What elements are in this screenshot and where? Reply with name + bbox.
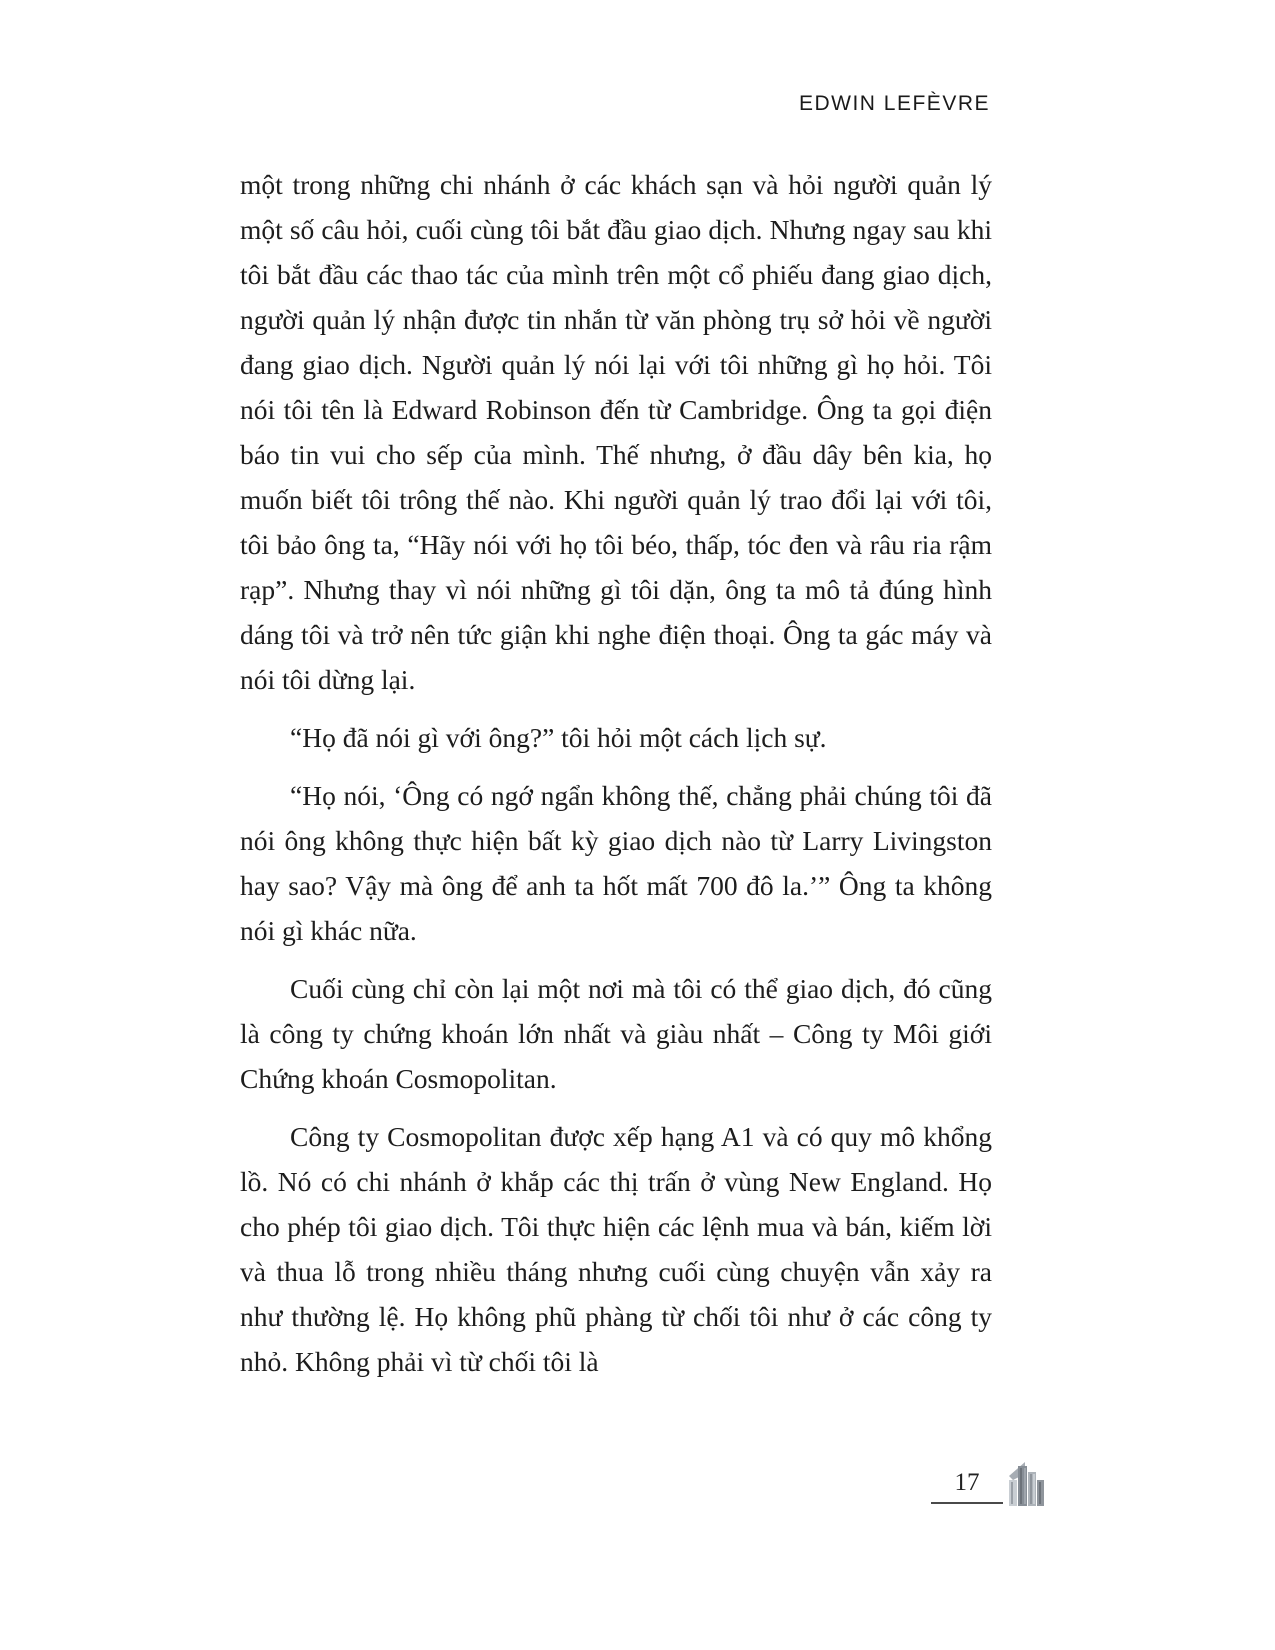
paragraph-2: “Họ đã nói gì với ông?” tôi hỏi một cách lịch sự. [290,722,827,753]
running-head: EDWIN LEFÈVRE [798,92,990,115]
footer-rule [931,1502,1003,1504]
paragraph-3: “Họ nói, ‘Ông có ngớ ngẩn không thế, chẳng phải chúng tôi đã nói ông không thực hiện bất kỳ giao dịch nào từ Larry Livingston hay sao? Vậy mà ông để anh ta hốt mất 700 đô la.’” Ông ta không nói gì khác nữa. [240,780,992,946]
page-number: 17 [954,1469,980,1496]
paragraph-4: Cuối cùng chỉ còn lại một nơi mà tôi có thể giao dịch, đó cũng là công ty chứng khoán lớn nhất và giàu nhất – Công ty Môi giới Chứng khoán Cosmopolitan. [240,973,992,1094]
page-number-block [931,1469,1003,1504]
body-text [240,162,992,1397]
publisher-skyline-logo-icon [1005,1458,1047,1508]
page-footer [931,1458,1047,1506]
paragraph-5: Công ty Cosmopolitan được xếp hạng A1 và có quy mô khổng lồ. Nó có chi nhánh ở khắp các thị trấn ở vùng New England. Họ cho phép tôi giao dịch. Tôi thực hiện các lệnh mua và bán, kiếm lời và thua lỗ trong nhiều tháng nhưng cuối cùng chuyện vẫn xảy ra như thường lệ. Họ không phũ phàng từ chối tôi như ở các công ty nhỏ. Không phải vì từ chối tôi là [240,1121,992,1377]
paragraph-1: một trong những chi nhánh ở các khách sạn và hỏi người quản lý một số câu hỏi, cuối cùng tôi bắt đầu giao dịch. Nhưng ngay sau khi tôi bắt đầu các thao tác của mình trên một cổ phiếu đang giao dịch, người quản lý nhận được tin nhắn từ văn phòng trụ sở hỏi về người đang giao dịch. Người quản lý nói lại với tôi những gì họ hỏi. Tôi nói tôi tên là Edward Robinson đến từ Cambridge. Ông ta gọi điện báo tin vui cho sếp của mình. Thế nhưng, ở đầu dây bên kia, họ muốn biết tôi trông thế nào. Khi người quản lý trao đổi lại với tôi, tôi bảo ông ta, “Hãy nói với họ tôi béo, thấp, tóc đen và râu ria rậm rạp”. Nhưng thay vì nói những gì tôi dặn, ông ta mô tả đúng hình dáng tôi và trở nên tức giận khi nghe điện thoại. Ông ta gác máy và nói tôi dừng lại. [240,169,992,695]
